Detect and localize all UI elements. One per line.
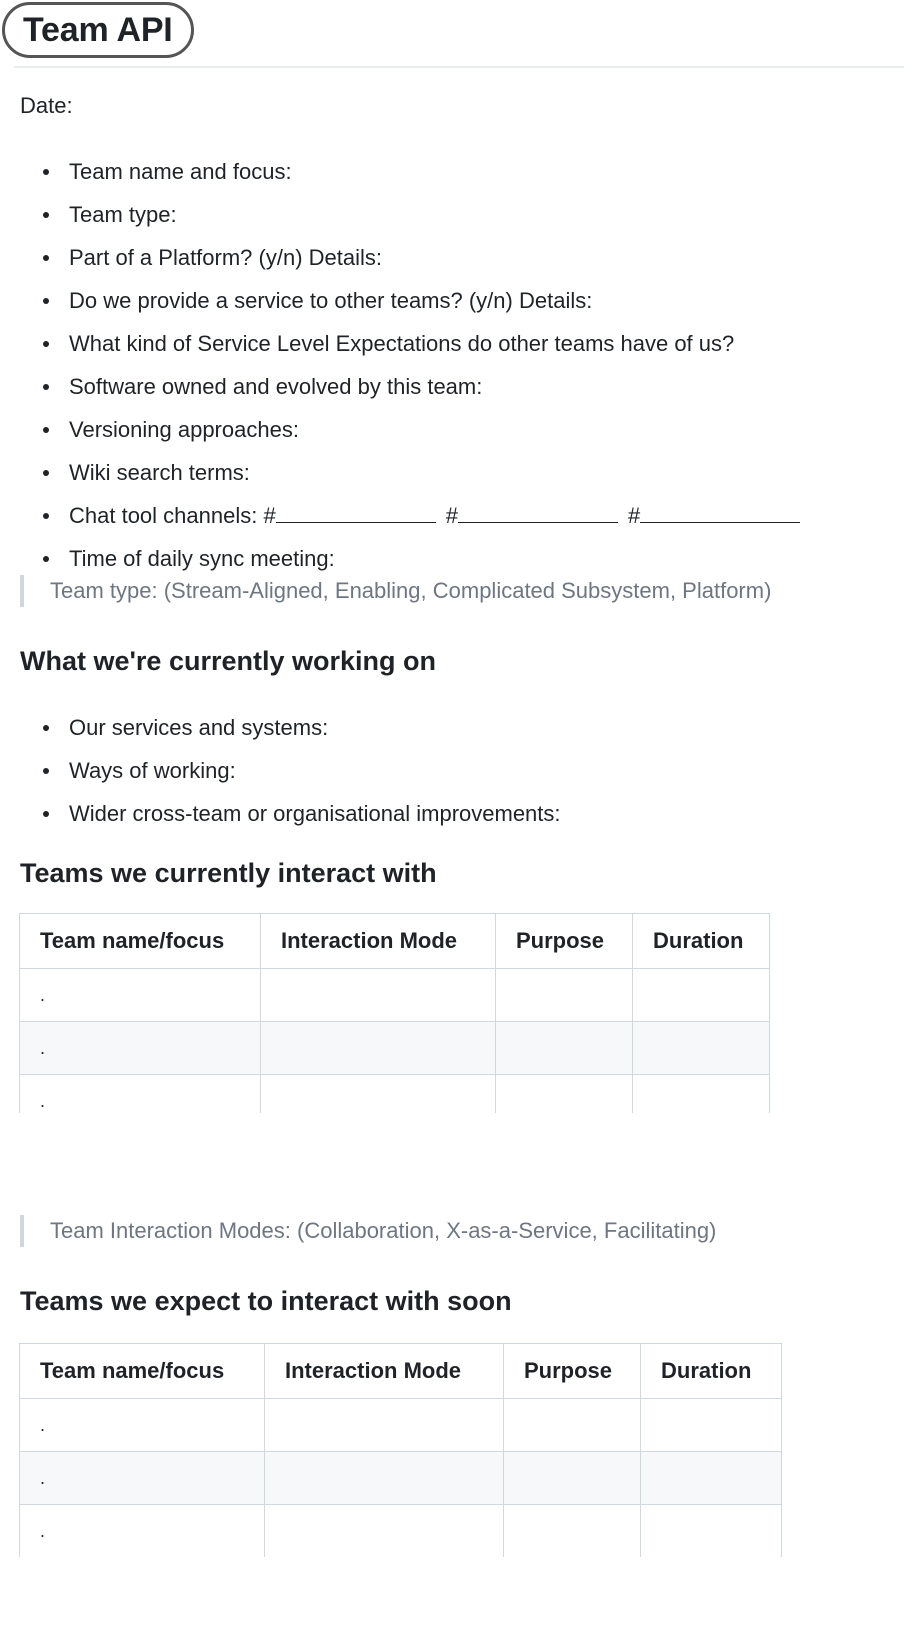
table-cell: . [20, 1505, 265, 1558]
table-cell [504, 1399, 641, 1452]
team-info-list [0, 150, 810, 580]
table-cell: . [20, 1075, 261, 1128]
list-item: Team type: [0, 193, 810, 236]
date-label: Date: [20, 93, 73, 118]
table-header-row [20, 1344, 782, 1399]
chat-channels-label: Chat tool channels: [69, 503, 258, 528]
channel-blank [458, 502, 618, 523]
current-interactions-heading: Teams we currently interact with [20, 858, 437, 888]
table-cell [265, 1452, 504, 1505]
column-header: Duration [641, 1344, 782, 1399]
list-item: Part of a Platform? (y/n) Details: [0, 236, 810, 279]
table-cell [641, 1452, 782, 1505]
team-type-note: Team type: (Stream-Aligned, Enabling, Complicated Subsystem, Platform) [20, 575, 771, 607]
table-row [20, 1452, 782, 1505]
column-header: Purpose [496, 914, 633, 969]
table-cell: . [20, 1399, 265, 1452]
channel-hash: # [263, 503, 276, 528]
table-cell: . [20, 1452, 265, 1505]
table-header-row [20, 914, 770, 969]
table-cell [633, 1022, 770, 1075]
list-item: Wiki search terms: [0, 451, 810, 494]
list-item: Versioning approaches: [0, 408, 810, 451]
channel-blank [640, 502, 800, 523]
column-header: Interaction Mode [261, 914, 496, 969]
table-row [20, 1022, 770, 1075]
column-header: Team name/focus [20, 1344, 265, 1399]
chat-channels-item [0, 494, 810, 537]
column-header: Purpose [504, 1344, 641, 1399]
channel-blank [276, 502, 436, 523]
table-cell: . [20, 1022, 261, 1075]
column-header: Duration [633, 914, 770, 969]
table-cell [261, 1022, 496, 1075]
title-highlight [2, 2, 194, 58]
table-cell [641, 1505, 782, 1558]
table-row [20, 1505, 782, 1558]
list-item: Time of daily sync meeting: [0, 537, 810, 580]
channel-hash: # [445, 503, 458, 528]
list-item: Our services and systems: [0, 706, 561, 749]
expected-interactions-table [19, 1343, 782, 1557]
table-cell [633, 969, 770, 1022]
table-row [20, 969, 770, 1022]
table-cell [496, 969, 633, 1022]
list-item: Software owned and evolved by this team: [0, 365, 810, 408]
title-divider [14, 66, 904, 68]
crop-mask [0, 1113, 921, 1203]
table-cell [504, 1505, 641, 1558]
expected-interactions-heading: Teams we expect to interact with soon [20, 1286, 512, 1316]
column-header: Team name/focus [20, 914, 261, 969]
channel-hash: # [627, 503, 641, 528]
list-item: What kind of Service Level Expectations do other teams have of us? [0, 322, 810, 365]
table-cell [261, 969, 496, 1022]
working-on-heading: What we're currently working on [20, 646, 436, 676]
page-title: Team API [23, 11, 173, 49]
table-row [20, 1399, 782, 1452]
table-cell [641, 1399, 782, 1452]
list-item: Ways of working: [0, 749, 561, 792]
table-cell [504, 1452, 641, 1505]
column-header: Interaction Mode [265, 1344, 504, 1399]
table-cell [496, 1022, 633, 1075]
interaction-modes-note: Team Interaction Modes: (Collaboration, X-as-a-Service, Facilitating) [20, 1215, 716, 1247]
table-cell [265, 1399, 504, 1452]
list-item: Do we provide a service to other teams? (y/n) Details: [0, 279, 810, 322]
current-interactions-table [19, 913, 770, 1127]
working-on-list [0, 706, 561, 835]
table-cell: . [20, 969, 261, 1022]
list-item: Team name and focus: [0, 150, 810, 193]
table-cell [265, 1505, 504, 1558]
list-item: Wider cross-team or organisational improvements: [0, 792, 561, 835]
